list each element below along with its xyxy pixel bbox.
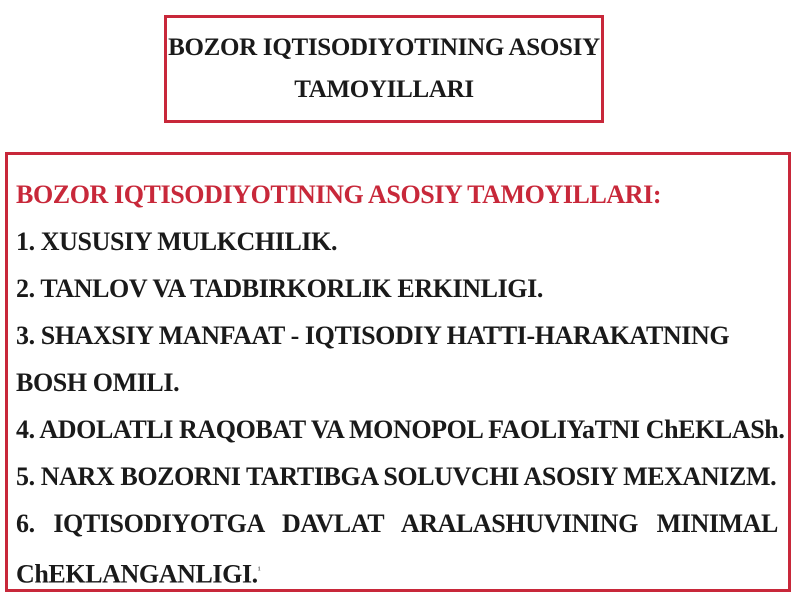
principle-item-4: 4. ADOLATLI RAQOBAT VA MONOPOL FAOLIYaTNI ChEKLASh.	[16, 415, 785, 444]
principle-item-5: 5. NARX BOZORNI TARTIBGA SOLUVCHI ASOSIY MEXANIZM.	[16, 462, 777, 491]
principle-item-1: 1. XUSUSIY MULKCHILIK.	[16, 227, 338, 256]
principle-item-2: 2. TANLOV VA TADBIRKORLIK ERKINLIGI.	[16, 274, 543, 303]
title-box	[164, 15, 604, 123]
principle-item-6-text: 6. IQTISODIYOTGA DAVLAT ARALASHUVINING MINIMAL ChEKLANGANLIGI.	[16, 509, 778, 589]
principle-item-6	[16, 500, 778, 598]
principles-heading: BOZOR IQTISODIYOTINING ASOSIY TAMOYILLARI:	[16, 180, 662, 209]
principles-box	[5, 152, 791, 592]
footnote-mark: ¹	[257, 565, 261, 576]
title-line-1: BOZOR IQTISODIYOTINING ASOSIY	[168, 34, 600, 61]
title-line-2: TAMOYILLARI	[294, 76, 474, 103]
principle-item-3: 3. SHAXSIY MANFAAT - IQTISODIY HATTI-HARAKATNING BOSH OMILI.	[16, 321, 730, 397]
